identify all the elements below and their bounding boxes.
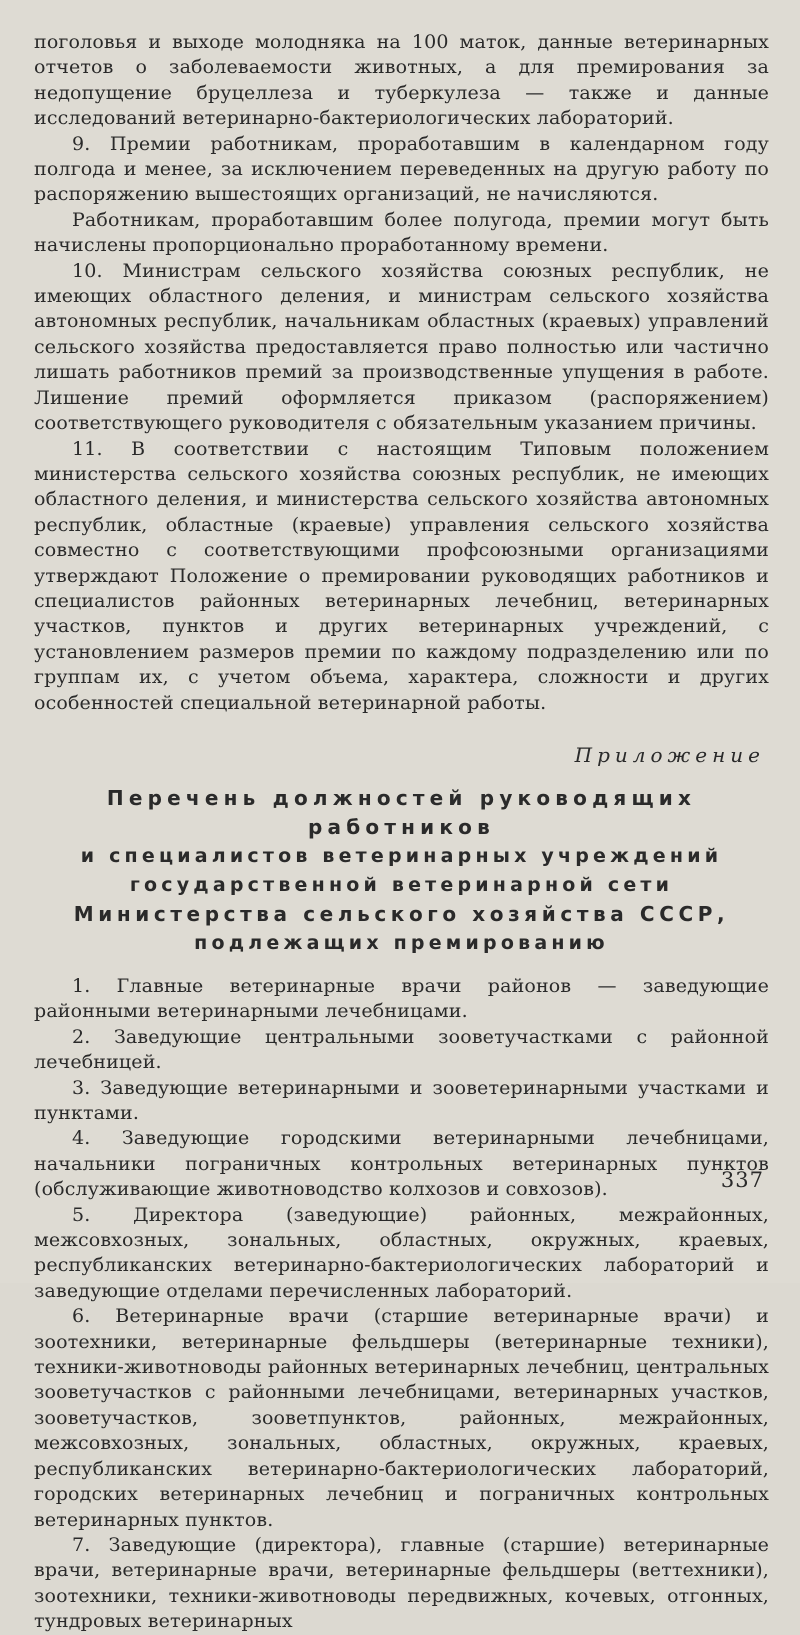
list-item: 4. Заведующие городскими ветеринарными лечебницами, начальники пограничных контрольных ветеринарных пунктов (обслуживающие животноводство колхозов и совхозов). (34, 1127, 769, 1201)
appendix-title-line: подлежащих премированию (194, 931, 609, 954)
list-item: 7. Заведующие (директора), главные (старшие) ветеринарные врачи, ветеринарные врачи, ветеринарные фельдшеры (веттехники), зоотехники, техники-животноводы передвижных, кочевых, отгонных, тундровых ветеринарных (34, 1533, 769, 1633)
list-item: 3. Заведующие ветеринарными и зооветеринарными участками и пунктами. (34, 1076, 769, 1124)
appendix-title-line: Министерства сельского хозяйства СССР, (73, 901, 730, 926)
list-item: 2. Заведующие центральными зооветучастками с районной лечебницей. (34, 1025, 769, 1074)
paragraph-item-9: 9. Премии работникам, проработавшим в календарном году полгода и менее, за исключением переведенных на другую работу по распоряжению вышестоящих организаций, не начисляются. (34, 132, 769, 206)
appendix-label: Приложение (574, 742, 765, 767)
page-number: 337 (720, 1168, 764, 1192)
appendix-title-line: и специалистов ветеринарных учреждений (80, 844, 723, 867)
appendix-title-line: государственной ветеринарной сети (129, 873, 674, 896)
paragraph-item-11: 11. В соответствии с настоящим Типовым положением министерства сельского хозяйства союзных республик, не имеющих областного деления, и министерства сельского хозяйства автономных республик, областные (краевые) управления сельского хозяйства совместно с соответствующими профсоюзными организациями утверждают Положение о премировании руководящих работников и специалистов районных ветеринарных лечебниц, ветеринарных участков, пунктов и других ветеринарных учреждений, с установлением размеров премии по каждому подразделению или по группам их, с учетом объема, характера, сложности и других особенностей специальной ветеринарной работы. (34, 437, 769, 714)
paragraph-continuation: поголовья и выходе молодняка на 100 маток, данные ветеринарных отчетов о заболеваемости животных, а для премирования за недопущение бруцеллеза и туберкулеза — также и данные исследований ветеринарно-бактериологических лабораторий. (34, 31, 769, 130)
page-content (34, 30, 769, 1635)
list-item: 5. Директора (заведующие) районных, межрайонных, межсовхозных, зональных, областных, окружных, краевых, республиканских ветеринарно-бактериологических лабораторий и заведующие отделами перечисленных лабораторий. (34, 1203, 769, 1302)
appendix-title (34, 784, 769, 958)
position-list (34, 974, 769, 1635)
appendix-title-line: Перечень должностей руководящих работников (106, 785, 697, 839)
list-item: 6. Ветеринарные врачи (старшие ветеринарные врачи) и зоотехники, ветеринарные фельдшеры (ветеринарные техники), техники-животноводы районных ветеринарных лечебниц, центральных зооветучастков с районными лечебницами, ветеринарных участков, зооветучастков, зооветпунктов, районных, межрайонных, межсовхозных, зональных, областных, окружных, краевых, республиканских ветеринарно-бактериологических лабораторий, городских ветеринарных лечебниц и пограничных контрольных ветеринарных пунктов. (34, 1305, 769, 1531)
paragraph-item-10: 10. Министрам сельского хозяйства союзных республик, не имеющих областного деления, и министрам сельского хозяйства автономных республик, начальникам областных (краевых) управлений сельского хозяйства предоставляется право полностью или частично лишать работников премий за производственные упущения в работе. Лишение премий оформляется приказом (распоряжением) соответствующего руководителя с обязательным указанием причины. (34, 259, 769, 435)
paragraph-item-9-note: Работникам, проработавшим более полугода, премии могут быть начислены пропорционально проработанному времени. (34, 208, 769, 257)
list-item: 1. Главные ветеринарные врачи районов — заведующие районными ветеринарными лечебницами. (34, 974, 769, 1023)
